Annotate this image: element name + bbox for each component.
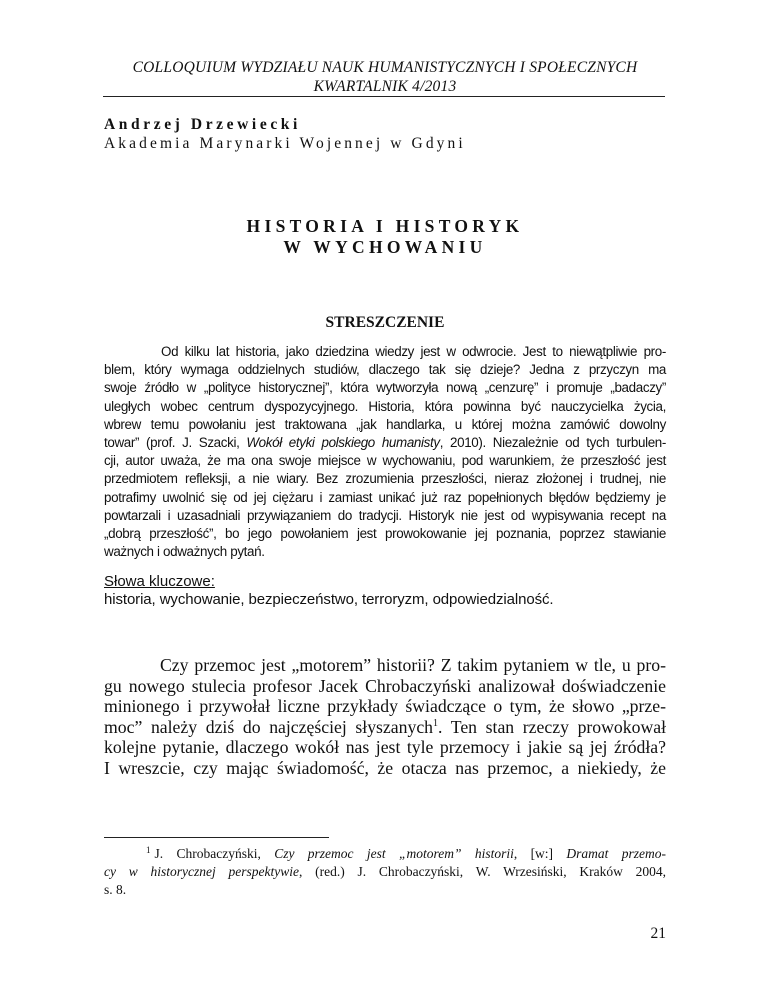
abstract-line: „dobrą przeszłość”, bo jego powołaniem jest prowokowanie jej poznania, poprzez stawianie	[104, 526, 666, 542]
abstract-line: uległych wobec centrum dyspozycyjnego. Historia, która powinna być nauczycielka życia,	[104, 398, 666, 414]
abstract-line	[104, 434, 666, 452]
abstract-line: potrafimy uwolnić się od jej ciężaru i zamiast unikać już raz popełnionych błędów będziemy je	[104, 489, 666, 505]
footnote-line	[104, 845, 666, 863]
body-line: gu nowego stulecia profesor Jacek Chrobaczyński analizował doświadczenie	[104, 675, 666, 696]
footnote-reference[interactable]: 1	[433, 717, 439, 729]
abstract-heading: STRESZCZENIE	[325, 314, 445, 331]
body-paragraph	[104, 655, 666, 778]
abstract-line: ważnych i odważnych pytań.	[104, 544, 265, 560]
journal-name: COLLOQUIUM WYDZIAŁU NAUK HUMANISTYCZNYCH I SPOŁECZNYCH	[132, 59, 638, 76]
body-text: . Ten stan rzeczy prowokował	[438, 716, 666, 737]
page-number: 21	[650, 925, 666, 942]
abstract-text: towar” (prof. J. Szacki,	[104, 435, 247, 451]
footnote-rule	[104, 837, 329, 838]
abstract-line: przedmiotem refleksji, a nie wiary. Bez zrozumienia przeszłości, nieraz złożonej i trudnej, nie	[104, 471, 666, 487]
abstract-line: cji, autor uważa, że ma ona swoje miejsce w wychowaniu, pod warunkiem, że przeszłość jest	[104, 453, 666, 469]
abstract-line: powtarzali i uzasadniali przywiązaniem do tradycji. Historyk nie jest od wypisywania recept na	[104, 507, 666, 523]
cited-article-title: Czy przemoc jest „motorem” historii	[274, 846, 514, 861]
footnote-text: , [w:]	[513, 846, 567, 861]
body-line: I wreszcie, czy mając świadomość, że otacza nas przemoc, a niekiedy, że	[104, 757, 666, 778]
body-line: minionego i przywołał liczne przykłady świadczące o tym, że słowo „prze-	[104, 696, 666, 716]
body-text: moc” należy dziś do najczęściej słyszanych	[104, 716, 434, 737]
keywords-list: historia, wychowanie, bezpieczeństwo, terroryzm, odpowiedzialność.	[104, 591, 554, 608]
cited-volume-title: cy w historycznej perspektywie	[104, 864, 299, 879]
abstract-text: , 2010). Niezależnie od tych turbulen-	[439, 435, 667, 451]
body-line	[104, 717, 666, 738]
title-line-2: W WYCHOWANIU	[283, 237, 487, 257]
abstract-body	[104, 343, 666, 561]
footnote-number: 1	[146, 844, 151, 855]
footnote	[104, 845, 666, 899]
journal-header	[105, 58, 665, 96]
footnote-line	[104, 863, 666, 881]
body-line: Czy przemoc jest „motorem” historii? Z takim pytaniem w tle, u pro-	[160, 655, 666, 675]
journal-issue: KWARTALNIK 4/2013	[313, 78, 457, 95]
body-line: kolejne pytanie, dlaczego wokół nas jest tyle przemocy i jakie są jej źródła?	[104, 737, 666, 757]
abstract-line: swoje źródło w „polityce historycznej”, która wytworzyła nową „cenzurę” i promuje „badaczy”	[104, 380, 666, 396]
cited-book-title: Wokół etyki polskiego humanisty	[246, 435, 440, 451]
author-name: Andrzej Drzewiecki	[104, 116, 301, 133]
abstract-line: Od kilku lat historia, jako dziedzina wiedzy jest w odwrocie. Jest to niewątpliwie pro-	[161, 344, 666, 359]
abstract-line: blem, który wymaga oddzielnych studiów, dlaczego tak się dzieje? Jedna z przyczyn ma	[104, 362, 666, 378]
author-affiliation: Akademia Marynarki Wojennej w Gdyni	[104, 135, 466, 152]
title-line-1: HISTORIA I HISTORYK	[246, 216, 524, 236]
article-title	[104, 216, 666, 258]
footnote-text: J. Chrobaczyński,	[154, 846, 275, 861]
header-rule	[103, 96, 665, 97]
footnote-line: s. 8.	[104, 882, 127, 897]
keywords-label: Słowa kluczowe:	[104, 573, 215, 590]
abstract-line: wbrew temu powołaniu jest traktowana „jak handlarka, u której można zamówić dowolny	[104, 416, 666, 432]
cited-volume-title: Dramat przemo-	[566, 846, 667, 861]
footnote-text: , (red.) J. Chrobaczyński, W. Wrzesiński, Kraków 2004,	[298, 864, 667, 879]
